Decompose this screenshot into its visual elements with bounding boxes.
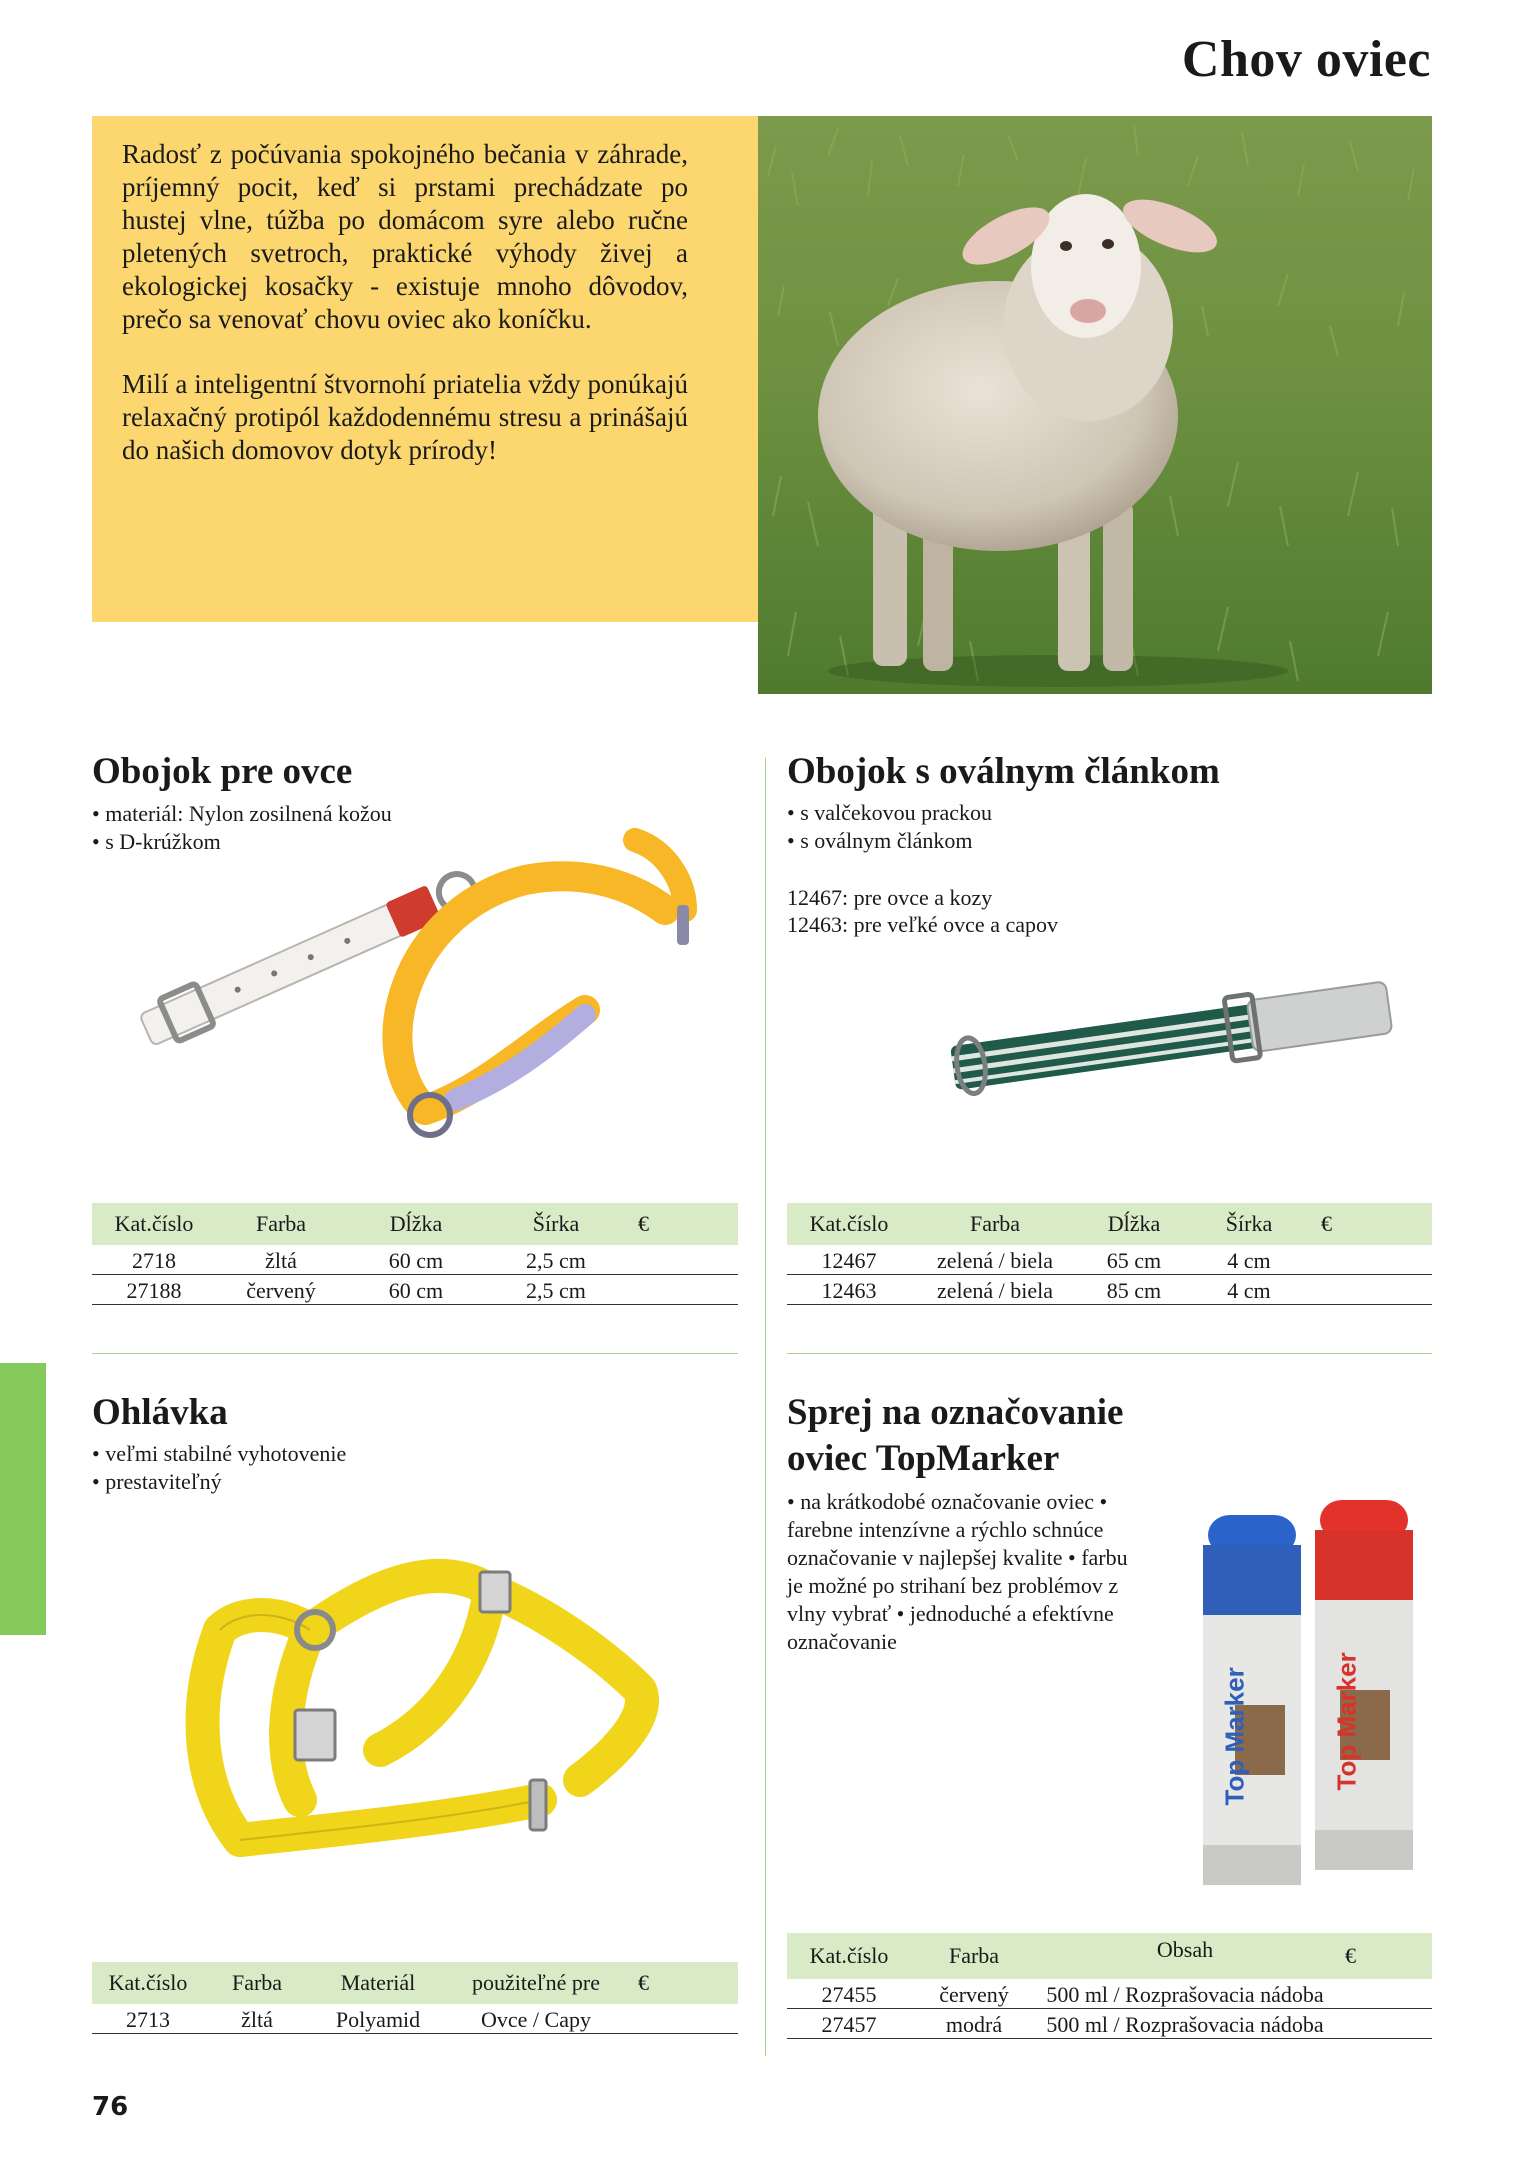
table-cell: 85 cm bbox=[1079, 1275, 1189, 1305]
feature-item: • s oválnym článkom bbox=[787, 827, 992, 855]
table-cell bbox=[626, 1245, 738, 1275]
table-row bbox=[787, 2009, 1432, 2039]
product-table bbox=[92, 1203, 738, 1305]
table-cell: 2,5 cm bbox=[486, 1275, 626, 1305]
collar-product-image bbox=[105, 810, 725, 1170]
product-title: oviec TopMarker bbox=[787, 1438, 1060, 1479]
oval-collar-product-image bbox=[950, 945, 1400, 1115]
table-cell: 4 cm bbox=[1189, 1245, 1309, 1275]
table-header: Materiál bbox=[310, 1962, 446, 2004]
table-cell: Polyamid bbox=[310, 2004, 446, 2034]
table-cell bbox=[626, 1275, 738, 1305]
product-features bbox=[92, 1440, 346, 1496]
page-number: 76 bbox=[92, 2092, 129, 2122]
table-header: Šírka bbox=[1189, 1203, 1309, 1245]
feature-item: • veľmi stabilné vyhotovenie bbox=[92, 1440, 346, 1468]
table-cell: červený bbox=[216, 1275, 346, 1305]
product-note: 12467: pre ovce a kozy bbox=[787, 885, 993, 910]
table-cell: 60 cm bbox=[346, 1245, 486, 1275]
product-title: Sprej na označovanie bbox=[787, 1392, 1124, 1433]
table-cell: modrá bbox=[911, 2009, 1037, 2039]
table-cell: Ovce / Capy bbox=[446, 2004, 626, 2034]
table-cell: červený bbox=[911, 1979, 1037, 2009]
spray-brand-red: Top Marker bbox=[1331, 1652, 1362, 1791]
intro-paragraph: Milí a inteligentní štvornohí priatelia vždy ponúkajú relaxačný protipól každodennému stresu a prinášajú do našich domovov dotyk prírody! bbox=[122, 369, 688, 465]
table-cell: 2713 bbox=[92, 2004, 204, 2034]
feature-item: • s D-krúžkom bbox=[92, 828, 392, 856]
spray-cans-image bbox=[1195, 1490, 1425, 1890]
table-header: Farba bbox=[204, 1962, 310, 2004]
halter-product-image bbox=[180, 1540, 670, 1870]
table-header: Dĺžka bbox=[346, 1203, 486, 1245]
table-cell bbox=[1333, 2009, 1432, 2039]
product-note: 12463: pre veľké ovce a capov bbox=[787, 912, 1058, 937]
section-divider bbox=[92, 1353, 738, 1354]
table-cell: žltá bbox=[204, 2004, 310, 2034]
table-header: € bbox=[1333, 1933, 1432, 1979]
column-divider bbox=[765, 758, 766, 2056]
table-cell bbox=[1309, 1245, 1432, 1275]
product-table bbox=[787, 1203, 1432, 1305]
table-row bbox=[787, 1275, 1432, 1305]
table-cell: 27188 bbox=[92, 1275, 216, 1305]
product-table bbox=[92, 1962, 738, 2034]
table-header: Kat.číslo bbox=[92, 1962, 204, 2004]
product-title: Ohlávka bbox=[92, 1392, 228, 1433]
table-row bbox=[92, 1245, 738, 1275]
table-header: Kat.číslo bbox=[92, 1203, 216, 1245]
table-row bbox=[787, 1245, 1432, 1275]
table-header: Dĺžka bbox=[1079, 1203, 1189, 1245]
table-row bbox=[787, 1979, 1432, 2009]
table-header: Obsah bbox=[1037, 1933, 1333, 1979]
table-cell bbox=[1333, 1979, 1432, 2009]
lamb-photo bbox=[758, 116, 1432, 694]
table-cell: 2718 bbox=[92, 1245, 216, 1275]
section-tab bbox=[0, 1363, 46, 1635]
table-header: € bbox=[1309, 1203, 1432, 1245]
table-cell: 60 cm bbox=[346, 1275, 486, 1305]
table-cell bbox=[626, 2004, 738, 2034]
product-title: Obojok s oválnym článkom bbox=[787, 751, 1220, 792]
spray-brand-blue: Top Marker bbox=[1219, 1667, 1250, 1806]
table-cell bbox=[1309, 1275, 1432, 1305]
table-cell: 65 cm bbox=[1079, 1245, 1189, 1275]
table-row bbox=[92, 1275, 738, 1305]
table-cell: 500 ml / Rozprašovacia nádoba bbox=[1037, 1979, 1333, 2009]
table-cell: žltá bbox=[216, 1245, 346, 1275]
page-title: Chov oviec bbox=[1181, 31, 1431, 88]
table-header: Farba bbox=[911, 1203, 1079, 1245]
table-cell: 2,5 cm bbox=[486, 1245, 626, 1275]
table-header: použiteľné pre bbox=[446, 1962, 626, 2004]
table-header: Šírka bbox=[486, 1203, 626, 1245]
table-cell: 27457 bbox=[787, 2009, 911, 2039]
product-features bbox=[787, 799, 992, 855]
feature-item: • materiál: Nylon zosilnená kožou bbox=[92, 800, 392, 828]
product-title: Obojok pre ovce bbox=[92, 751, 353, 792]
table-header: € bbox=[626, 1203, 738, 1245]
table-header: € bbox=[626, 1962, 738, 2004]
section-divider bbox=[787, 1353, 1432, 1354]
table-cell: 12463 bbox=[787, 1275, 911, 1305]
table-cell: zelená / biela bbox=[911, 1275, 1079, 1305]
table-header: Farba bbox=[216, 1203, 346, 1245]
feature-item: • s valčekovou prackou bbox=[787, 799, 992, 827]
intro-paragraph: Radosť z počúvania spokojného bečania v záhrade, príjemný pocit, keď si prstami prechádzate po hustej vlne, túžba po domácom syre alebo ručne pletených svetroch, praktické výhody živej a ekologickej kosačky - existuje mnoho dôvodov, prečo sa venovať chovu oviec ako koníčku. bbox=[122, 139, 688, 334]
table-header: Kat.číslo bbox=[787, 1933, 911, 1979]
table-header: Farba bbox=[911, 1933, 1037, 1979]
table-row bbox=[92, 2004, 738, 2034]
intro-text-box bbox=[92, 116, 758, 622]
table-cell: 27455 bbox=[787, 1979, 911, 2009]
table-cell: 12467 bbox=[787, 1245, 911, 1275]
product-description: • na krátkodobé označovanie oviec • farebne intenzívne a rýchlo schnúce označovanie v najlepšej kvalite • farbu je možné po strihaní bez problémov z vlny vybrať • jednoduché a efektívne označovanie bbox=[787, 1489, 1128, 1654]
feature-item: • prestaviteľný bbox=[92, 1468, 346, 1496]
product-table bbox=[787, 1933, 1432, 2039]
table-cell: 500 ml / Rozprašovacia nádoba bbox=[1037, 2009, 1333, 2039]
table-cell: zelená / biela bbox=[911, 1245, 1079, 1275]
table-header: Kat.číslo bbox=[787, 1203, 911, 1245]
table-cell: 4 cm bbox=[1189, 1275, 1309, 1305]
